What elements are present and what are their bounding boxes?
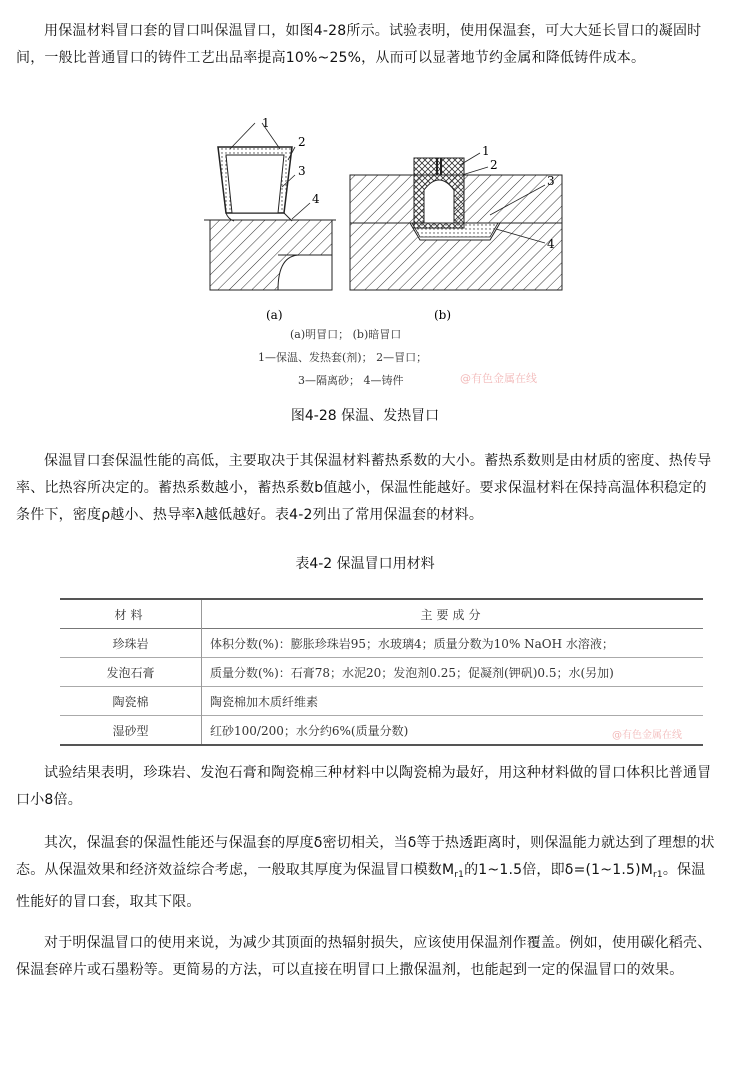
material-composition: 质量分数(%)：石膏78；水泥20；发泡剂0.25；促凝剂(钾矾)0.5；水(另加)	[210, 665, 614, 680]
callout-b-4: 4	[547, 237, 555, 251]
thickness-text-b: 的1~1.5倍，即δ=(1~1.5)M	[464, 862, 654, 878]
material-name: 珍珠岩	[60, 629, 202, 658]
modulus-subscript-1: r1	[454, 870, 465, 880]
figure-watermark: @有色金属在线	[460, 372, 537, 385]
header-material: 材料	[60, 599, 202, 629]
material-composition: 红砂100/200；水分约6%(质量分数)	[210, 723, 409, 738]
thickness-text-c: 。保温性能好的冒口套，取其下限。	[16, 862, 706, 910]
figure-a-open-riser	[204, 116, 336, 322]
header-composition: 主要成分	[420, 607, 485, 622]
material-name: 陶瓷棉	[60, 687, 202, 716]
figure-legend-line-1: (a)明冒口； (b)暗冒口	[290, 328, 402, 341]
table-row	[60, 687, 703, 716]
callout-a-4: 4	[312, 192, 320, 206]
callout-b-3: 3	[547, 174, 555, 188]
insulation-paragraph: 保温冒口套保温性能的高低，主要取决于其保温材料蓄热系数的大小。蓄热系数则是由材质的密度、热传导率、比热容所决定的。蓄热系数越小，蓄热系数b值越小，保温性能越好。要求保温材料在保持高温体积稳定的条件下，密度ρ越小、热导率λ越低越好。表4-2列出了常用保温套的材料。	[16, 453, 712, 523]
thickness-text-a: 其次，保温套的保温性能还与保温套的厚度δ密切相关，当δ等于热透距离时，则保温能力就达到了理想的状态。从保温效果和经济效益综合考虑，一般取其厚度为保温冒口模数M	[16, 835, 715, 878]
thickness-paragraph	[16, 830, 716, 916]
material-composition: 体积分数(%)：膨胀珍珠岩95；水玻璃4；质量分数为10% NaOH 水溶液；	[210, 636, 614, 651]
result-paragraph: 试验结果表明，珍珠岩、发泡石膏和陶瓷棉三种材料中以陶瓷棉为最好，用这种材料做的冒口体积比普通冒口小8倍。	[16, 765, 712, 808]
callout-a-1: 1	[262, 116, 270, 130]
materials-table	[60, 598, 703, 746]
callout-a-3: 3	[298, 164, 306, 178]
table-header-row	[60, 599, 703, 629]
covering-paragraph: 对于明保温冒口的使用来说，为减少其顶面的热辐射损失，应该使用保温剂作覆盖。例如，使用碳化稻壳、保温套碎片或石墨粉等。更简易的方法，可以直接在明冒口上撒保温剂，也能起到一定的保温冒口的效果。	[16, 935, 712, 978]
table-row	[60, 658, 703, 687]
material-composition: 陶瓷棉加木质纤维素	[210, 694, 319, 709]
table-watermark: @有色金属在线	[612, 730, 682, 741]
material-name: 湿砂型	[60, 716, 202, 746]
figure-b-blind-riser	[350, 144, 562, 322]
modulus-subscript-2: r1	[653, 870, 663, 880]
table-caption: 表4-2 保温冒口用材料	[295, 556, 435, 572]
intro-paragraph: 用保温材料冒口套的冒口叫保温冒口，如图4-28所示。试验表明，使用保温套，可大大延长冒口的凝固时间，一般比普通冒口的铸件工艺出品率提高10%~25%，从而可以显著地节约金属和降低铸件成本。	[16, 23, 702, 66]
figure-caption: 图4-28 保温、发热冒口	[290, 408, 440, 424]
material-name: 发泡石膏	[60, 658, 202, 687]
callout-b-2: 2	[490, 158, 498, 172]
figure-legend-line-2: 1—保温、发热套(剂)； 2—冒口；	[258, 351, 428, 364]
figure-a-label: (a)	[266, 308, 283, 322]
figure-b-label: (b)	[434, 308, 452, 322]
callout-a-2: 2	[298, 135, 306, 149]
figure-legend-line-3: 3—隔离砂； 4—铸件	[298, 374, 404, 387]
callout-b-1: 1	[482, 144, 490, 158]
table-row	[60, 629, 703, 658]
table-row	[60, 716, 703, 746]
